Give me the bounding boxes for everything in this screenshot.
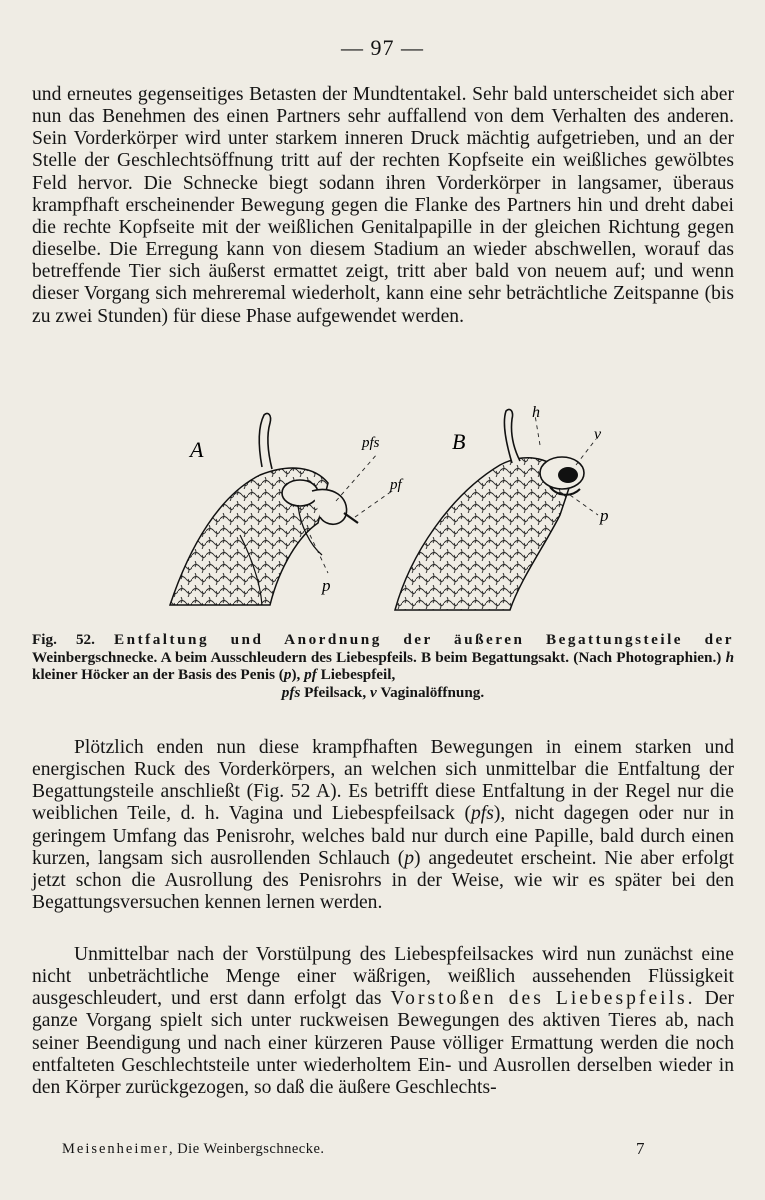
- caption-line-3c: ),: [291, 666, 301, 684]
- caption-line-2: Weinbergschnecke. A beim Ausschleudern des Liebespfeils. B beim Begattungsakt.: [32, 648, 570, 666]
- caption-h: h: [725, 648, 735, 666]
- page-number: — 97 —: [341, 35, 424, 60]
- snail-b-drawing: [395, 409, 584, 610]
- caption-v: v: [369, 683, 377, 701]
- figure-52: [150, 405, 640, 627]
- caption-line-4a: Pfeilsack,: [304, 683, 367, 701]
- caption-line-3d: Liebespfeil,: [320, 666, 396, 684]
- caption-pf: pf: [304, 666, 317, 684]
- paragraph-2-part-1: Plötzlich enden nun diese krampfhaften Bewegungen in einem starken und energischen Ruck des Vorderkörpers, an welchen sich unmittelbar die Entfaltung der Begattungsteile anschließt (Fig. 52 A). Es betrifft diese Entfaltung in der Regel nur die weiblichen Teile, d. h. Vagina und Liebespfeilsack (: [32, 737, 734, 825]
- paragraph-2-p: p: [404, 847, 415, 869]
- label-p-a: p: [322, 576, 331, 595]
- paragraph-2: [32, 737, 734, 914]
- label-v: v: [594, 426, 602, 443]
- caption-pfs: pfs: [281, 683, 301, 701]
- paragraph-3-part-1: Unmittelbar nach der Vorstülpung des Liebespfeilsackes wird nun zunächst eine nicht unbeträchtliche Menge einer wäßrigen, weißlich aussehenden Flüssigkeit ausgeschleudert, und erst dann erfolgt das: [32, 944, 734, 1010]
- label-pf: pf: [390, 477, 402, 493]
- caption-line-3a: (Nach Photographien.): [573, 648, 722, 666]
- footer-running-title: [62, 1141, 325, 1158]
- label-b: B: [452, 429, 466, 454]
- snail-illustration: [150, 405, 640, 627]
- footer-signature: 7: [636, 1139, 645, 1158]
- paragraph-2-pfs: pfs: [471, 803, 494, 825]
- paragraph-3: [32, 944, 734, 1099]
- label-a: A: [190, 437, 204, 462]
- paragraph-2-part-3: ) angedeutet erscheint. Nie aber erfolgt jetzt schon die Ausrollung des Penisrohrs in der Weise, wie wir es später bei den Begattungsversuchen kennen lernen werden.: [32, 847, 734, 914]
- caption-line-3b: kleiner Höcker an der Basis des Penis (: [32, 666, 284, 684]
- label-p-b: p: [600, 506, 609, 525]
- caption-line-4b: Vaginalöffnung.: [380, 683, 485, 701]
- label-pfs: pfs: [362, 435, 380, 451]
- paragraph-3-part-2: Der ganze Vorgang spielt sich unter ruckweisen Bewegungen des aktiven Tieres ab, nach seiner Beendigung und nach einer kürzeren Pause völliger Ermattung werden die noch entfalteten Geschlechtsteile unter wiederholtem Ein- und Ausrollen derselben wieder in den Körper zurückgezogen, so daß die äußere Geschlechts-: [32, 988, 735, 1098]
- figure-caption: [32, 631, 734, 701]
- paragraph-1: und erneutes gegenseitiges Betasten der Mundtentakel. Sehr bald unterscheidet sich aber nun das Benehmen des einen Partners sehr auffallend von dem Verhalten des anderen. Sein Vorderkörper wird unter starkem inneren Druck mächtig aufgetrieben, und an der Stelle der Geschlechtsöffnung tritt auf der rechten Kopfseite ein weißliches gewölbtes Feld hervor. Die Schnecke biegt sodann ihren Vorderkörper in langsamer, überaus krampfhaft erscheinender Bewegung gegen die Flanke des Partners hin und dreht dabei die rechte Kopfseite mit der weißlichen Genitalpapille in der gleichen Richtung gegen dieselbe. Die Erregung kann von diesem Stadium an wieder abschwellen, worauf das betreffende Tier sich äußerst ermattet zeigt, tritt aber bald von neuem auf; und wenn dieser Vorgang sich mehreremal wiederholt, kann eine sehr beträchtliche Zeitspanne (bis zu zwei Stunden) für diese Phase aufgewendet werden.: [32, 84, 734, 327]
- footer-book-title: , Die Weinbergschnecke.: [168, 1141, 325, 1157]
- paragraph-2-part-2: ), nicht dagegen oder nur in geringem Umfang das Penisrohr, welches bald nur durch eine Papille, bald durch einen kurzen, langsam sich ausrollenden Schlauch (: [32, 803, 734, 869]
- footer-author: Meisenheimer: [62, 1141, 169, 1157]
- paragraph-3-spaced: Vorstoßen des Liebespfeils.: [390, 988, 696, 1010]
- caption-p: p: [283, 666, 292, 684]
- caption-title: Entfaltung und Anordnung der äußeren Begattungsteile der: [114, 631, 735, 648]
- caption-fig-number: Fig. 52.: [32, 631, 95, 648]
- label-h: h: [532, 405, 540, 421]
